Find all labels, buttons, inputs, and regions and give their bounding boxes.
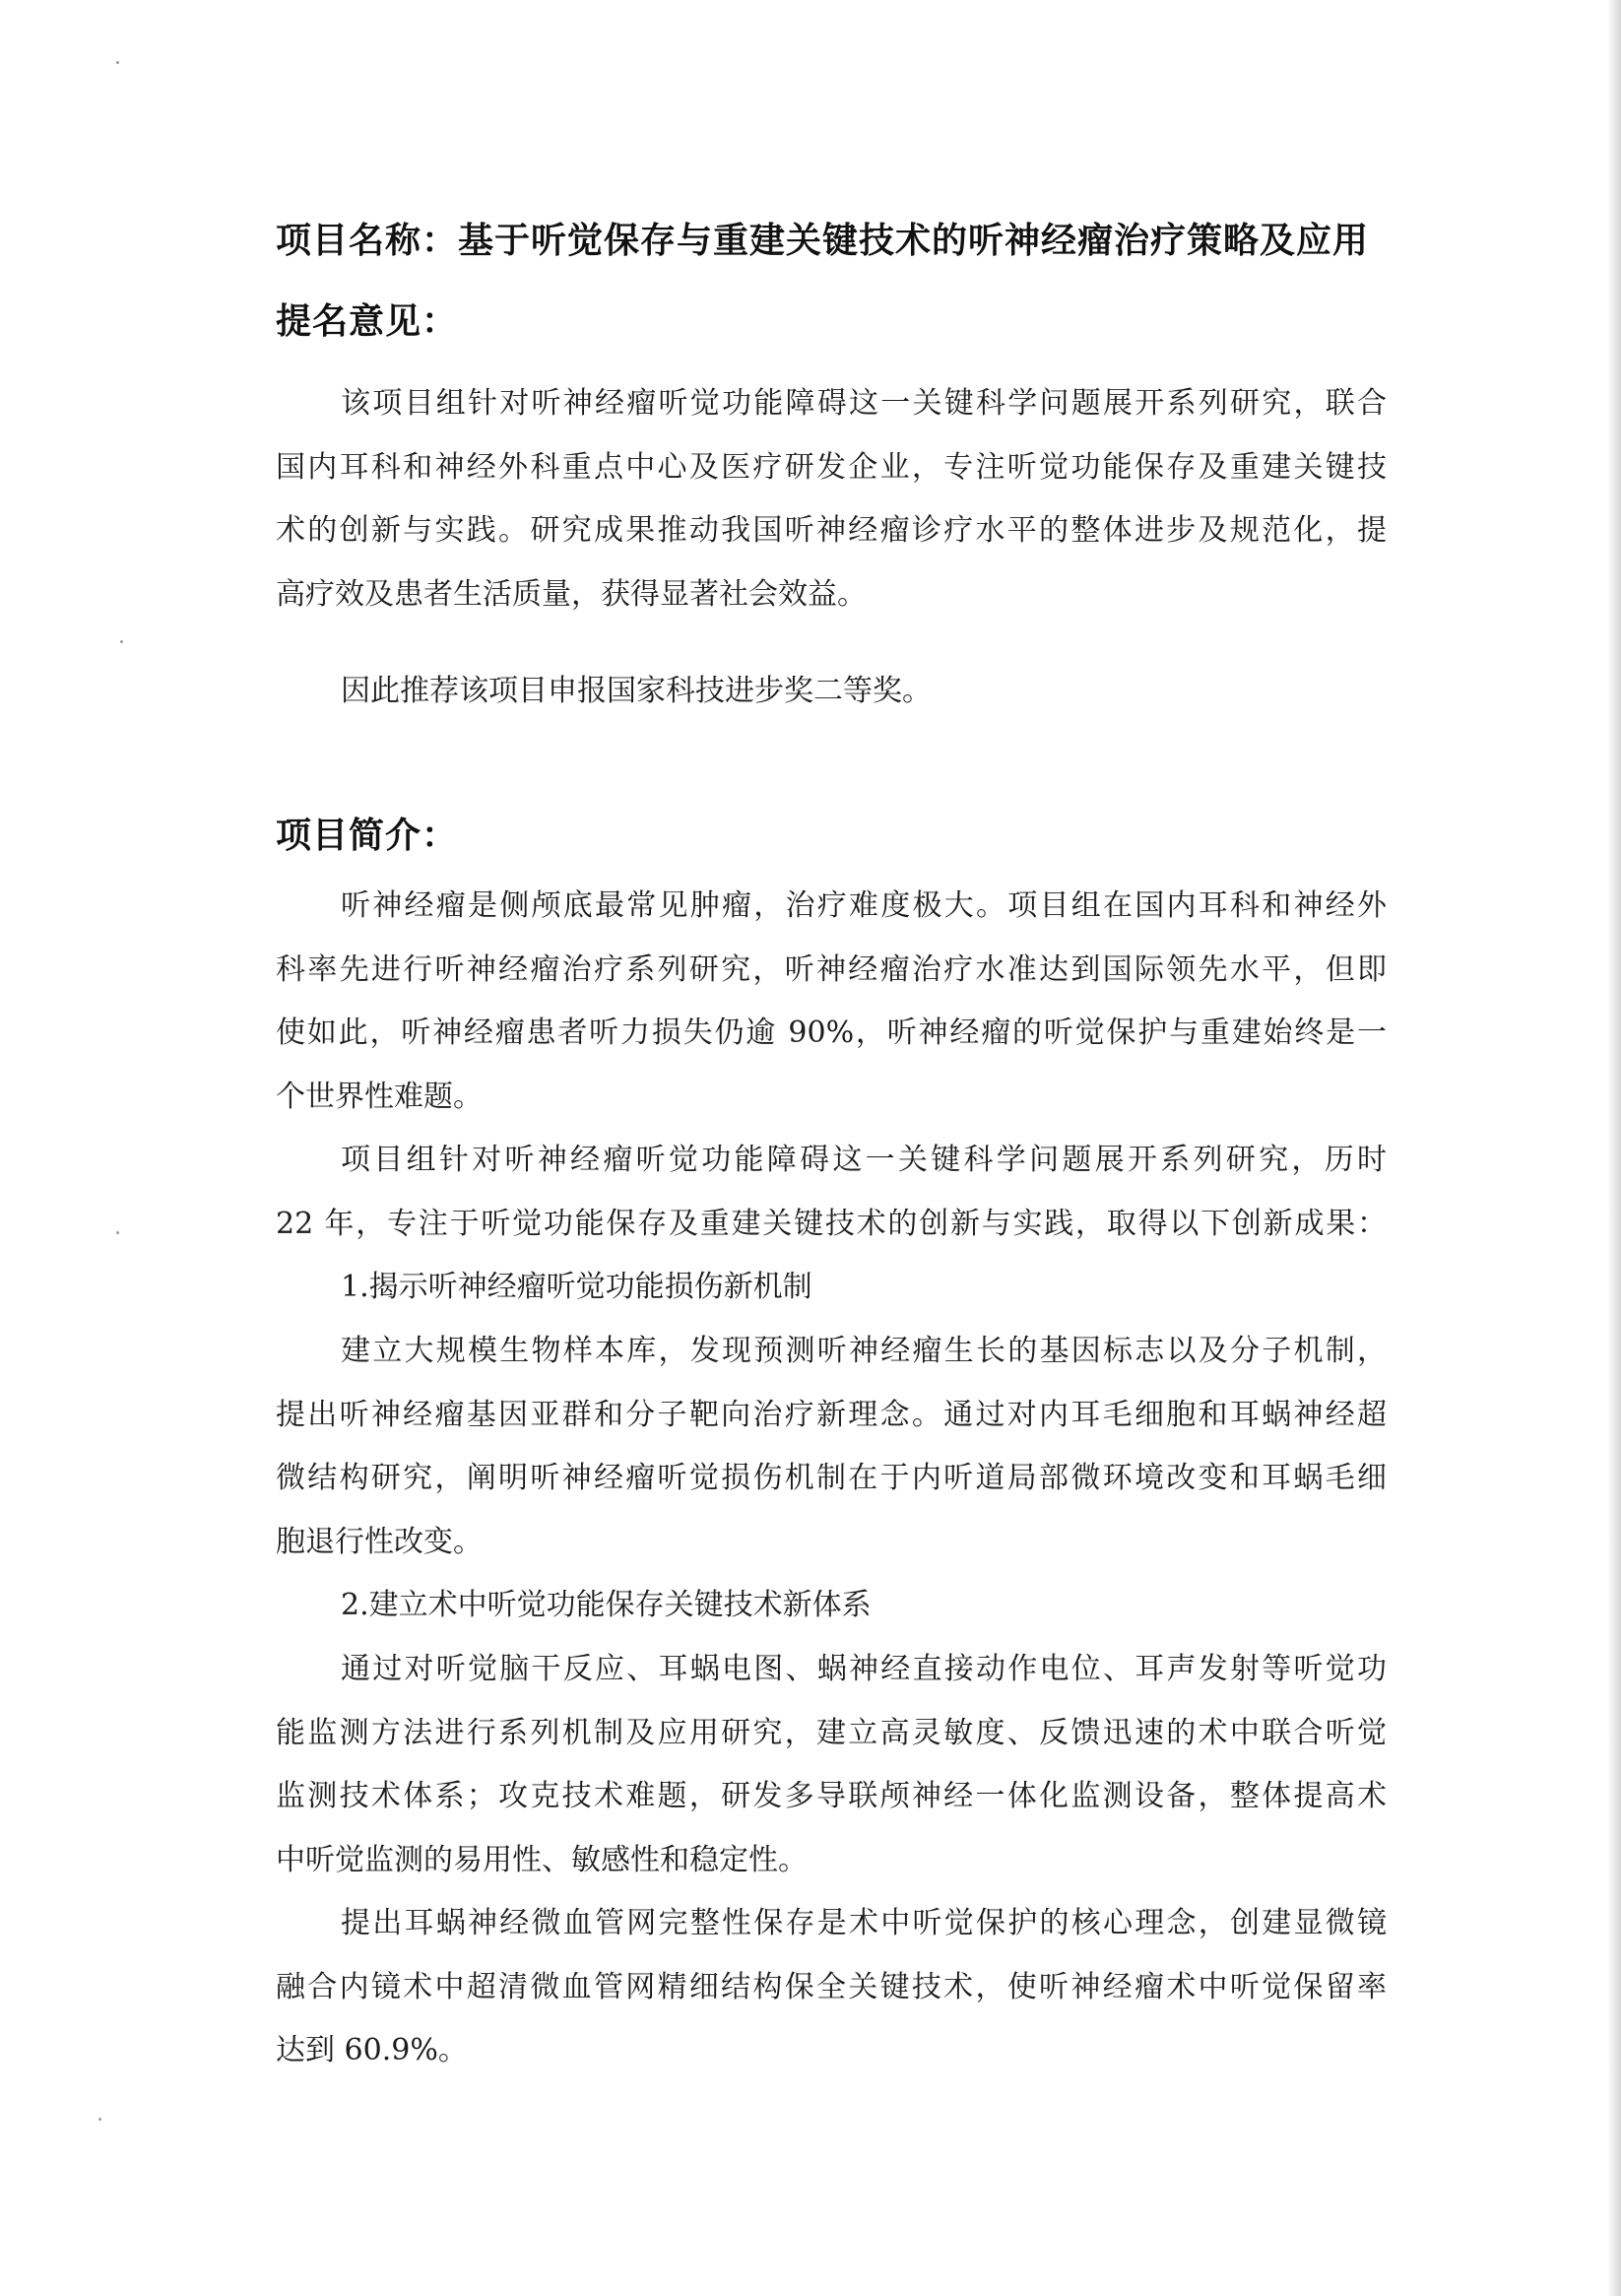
project-title-label: 项目名称：	[276, 221, 459, 261]
item-1-paragraph	[276, 1320, 1387, 1574]
paragraph-line: 提出耳蜗神经微血管网完整性保存是术中听觉保护的核心理念，创建显微镜	[341, 1906, 1387, 1940]
intro-heading: 项目简介：	[276, 816, 459, 856]
project-title	[276, 213, 1369, 263]
paragraph-line: 建立大规模生物样本库，发现预测听神经瘤生长的基因标志以及分子机制，	[341, 1334, 1387, 1368]
paragraph-line: 高疗效及患者生活质量，获得显著社会效益。	[276, 576, 867, 612]
item-title-line: 1.揭示听神经瘤听觉功能损伤新机制	[341, 1270, 812, 1304]
nomination-heading: 提名意见：	[276, 301, 459, 342]
paragraph-line: 术的创新与实践。研究成果推动我国听神经瘤诊疗水平的整体进步及规范化，提	[276, 513, 1387, 548]
intro-paragraph-2	[276, 1129, 1387, 1256]
paragraph-line: 达到 60.9%。	[276, 2033, 468, 2067]
item-2-title	[276, 1574, 1387, 1638]
paragraph-line: 22 年，专注于听觉功能保存及重建关键技术的创新与实践，取得以下创新成果：	[276, 1206, 1387, 1241]
paragraph-line: 监测技术体系；攻克技术难题，研发多导联颅神经一体化监测设备，整体提高术	[276, 1779, 1387, 1813]
nomination-paragraph-1	[276, 372, 1387, 626]
item-2-paragraph	[276, 1638, 1387, 1892]
paragraph-line: 微结构研究，阐明听神经瘤听觉损伤机制在于内听道局部微环境改变和耳蜗毛细	[276, 1461, 1387, 1495]
scan-speck	[120, 640, 123, 643]
paragraph-line: 能监测方法进行系列机制及应用研究，建立高灵敏度、反馈迅速的术中联合听觉	[276, 1715, 1387, 1750]
nomination-paragraph-2	[276, 660, 1387, 724]
paragraph-line: 使如此，听神经瘤患者听力损失仍逾 90%，听神经瘤的听觉保护与重建始终是一	[276, 1016, 1387, 1050]
paragraph-line: 国内耳科和神经外科重点中心及医疗研发企业，专注听觉功能保存及重建关键技	[276, 449, 1387, 485]
paragraph-line: 听神经瘤是侧颅底最常见肿瘤，治疗难度极大。项目组在国内耳科和神经外	[341, 888, 1387, 923]
scan-speck	[116, 1231, 119, 1234]
paragraph-line: 因此推荐该项目申报国家科技进步奖二等奖。	[341, 674, 932, 708]
paragraph-line: 中听觉监测的易用性、敏感性和稳定性。	[276, 1842, 808, 1877]
paragraph-line: 项目组针对听神经瘤听觉功能障碍这一关键科学问题展开系列研究，历时	[341, 1143, 1387, 1177]
intro-paragraph-1	[276, 875, 1387, 1129]
scan-speck	[116, 61, 119, 64]
project-title-text: 基于听觉保存与重建关键技术的听神经瘤治疗策略及应用	[458, 221, 1370, 261]
item-title-line: 2.建立术中听觉功能保存关键技术新体系	[341, 1588, 872, 1622]
paragraph-line: 该项目组针对听神经瘤听觉功能障碍这一关键科学问题展开系列研究，联合	[341, 386, 1387, 421]
paragraph-line: 通过对听觉脑干反应、耳蜗电图、蜗神经直接动作电位、耳声发射等听觉功	[341, 1652, 1387, 1686]
paragraph-line: 胞退行性改变。	[276, 1524, 483, 1559]
scan-speck	[98, 2118, 101, 2121]
paragraph-line: 个世界性难题。	[276, 1079, 483, 1114]
paragraph-line: 提出听神经瘤基因亚群和分子靶向治疗新理念。通过对内耳毛细胞和耳蜗神经超	[276, 1397, 1387, 1432]
paragraph-line: 融合内镜术中超清微血管网精细结构保全关键技术，使听神经瘤术中听觉保留率	[276, 1969, 1387, 2004]
item-1-title	[276, 1256, 1387, 1320]
item-2-paragraph-b	[276, 1892, 1387, 2083]
scan-edge-shadow	[1607, 0, 1621, 2296]
paragraph-line: 科率先进行听神经瘤治疗系列研究，听神经瘤治疗水准达到国际领先水平，但即	[276, 951, 1387, 987]
